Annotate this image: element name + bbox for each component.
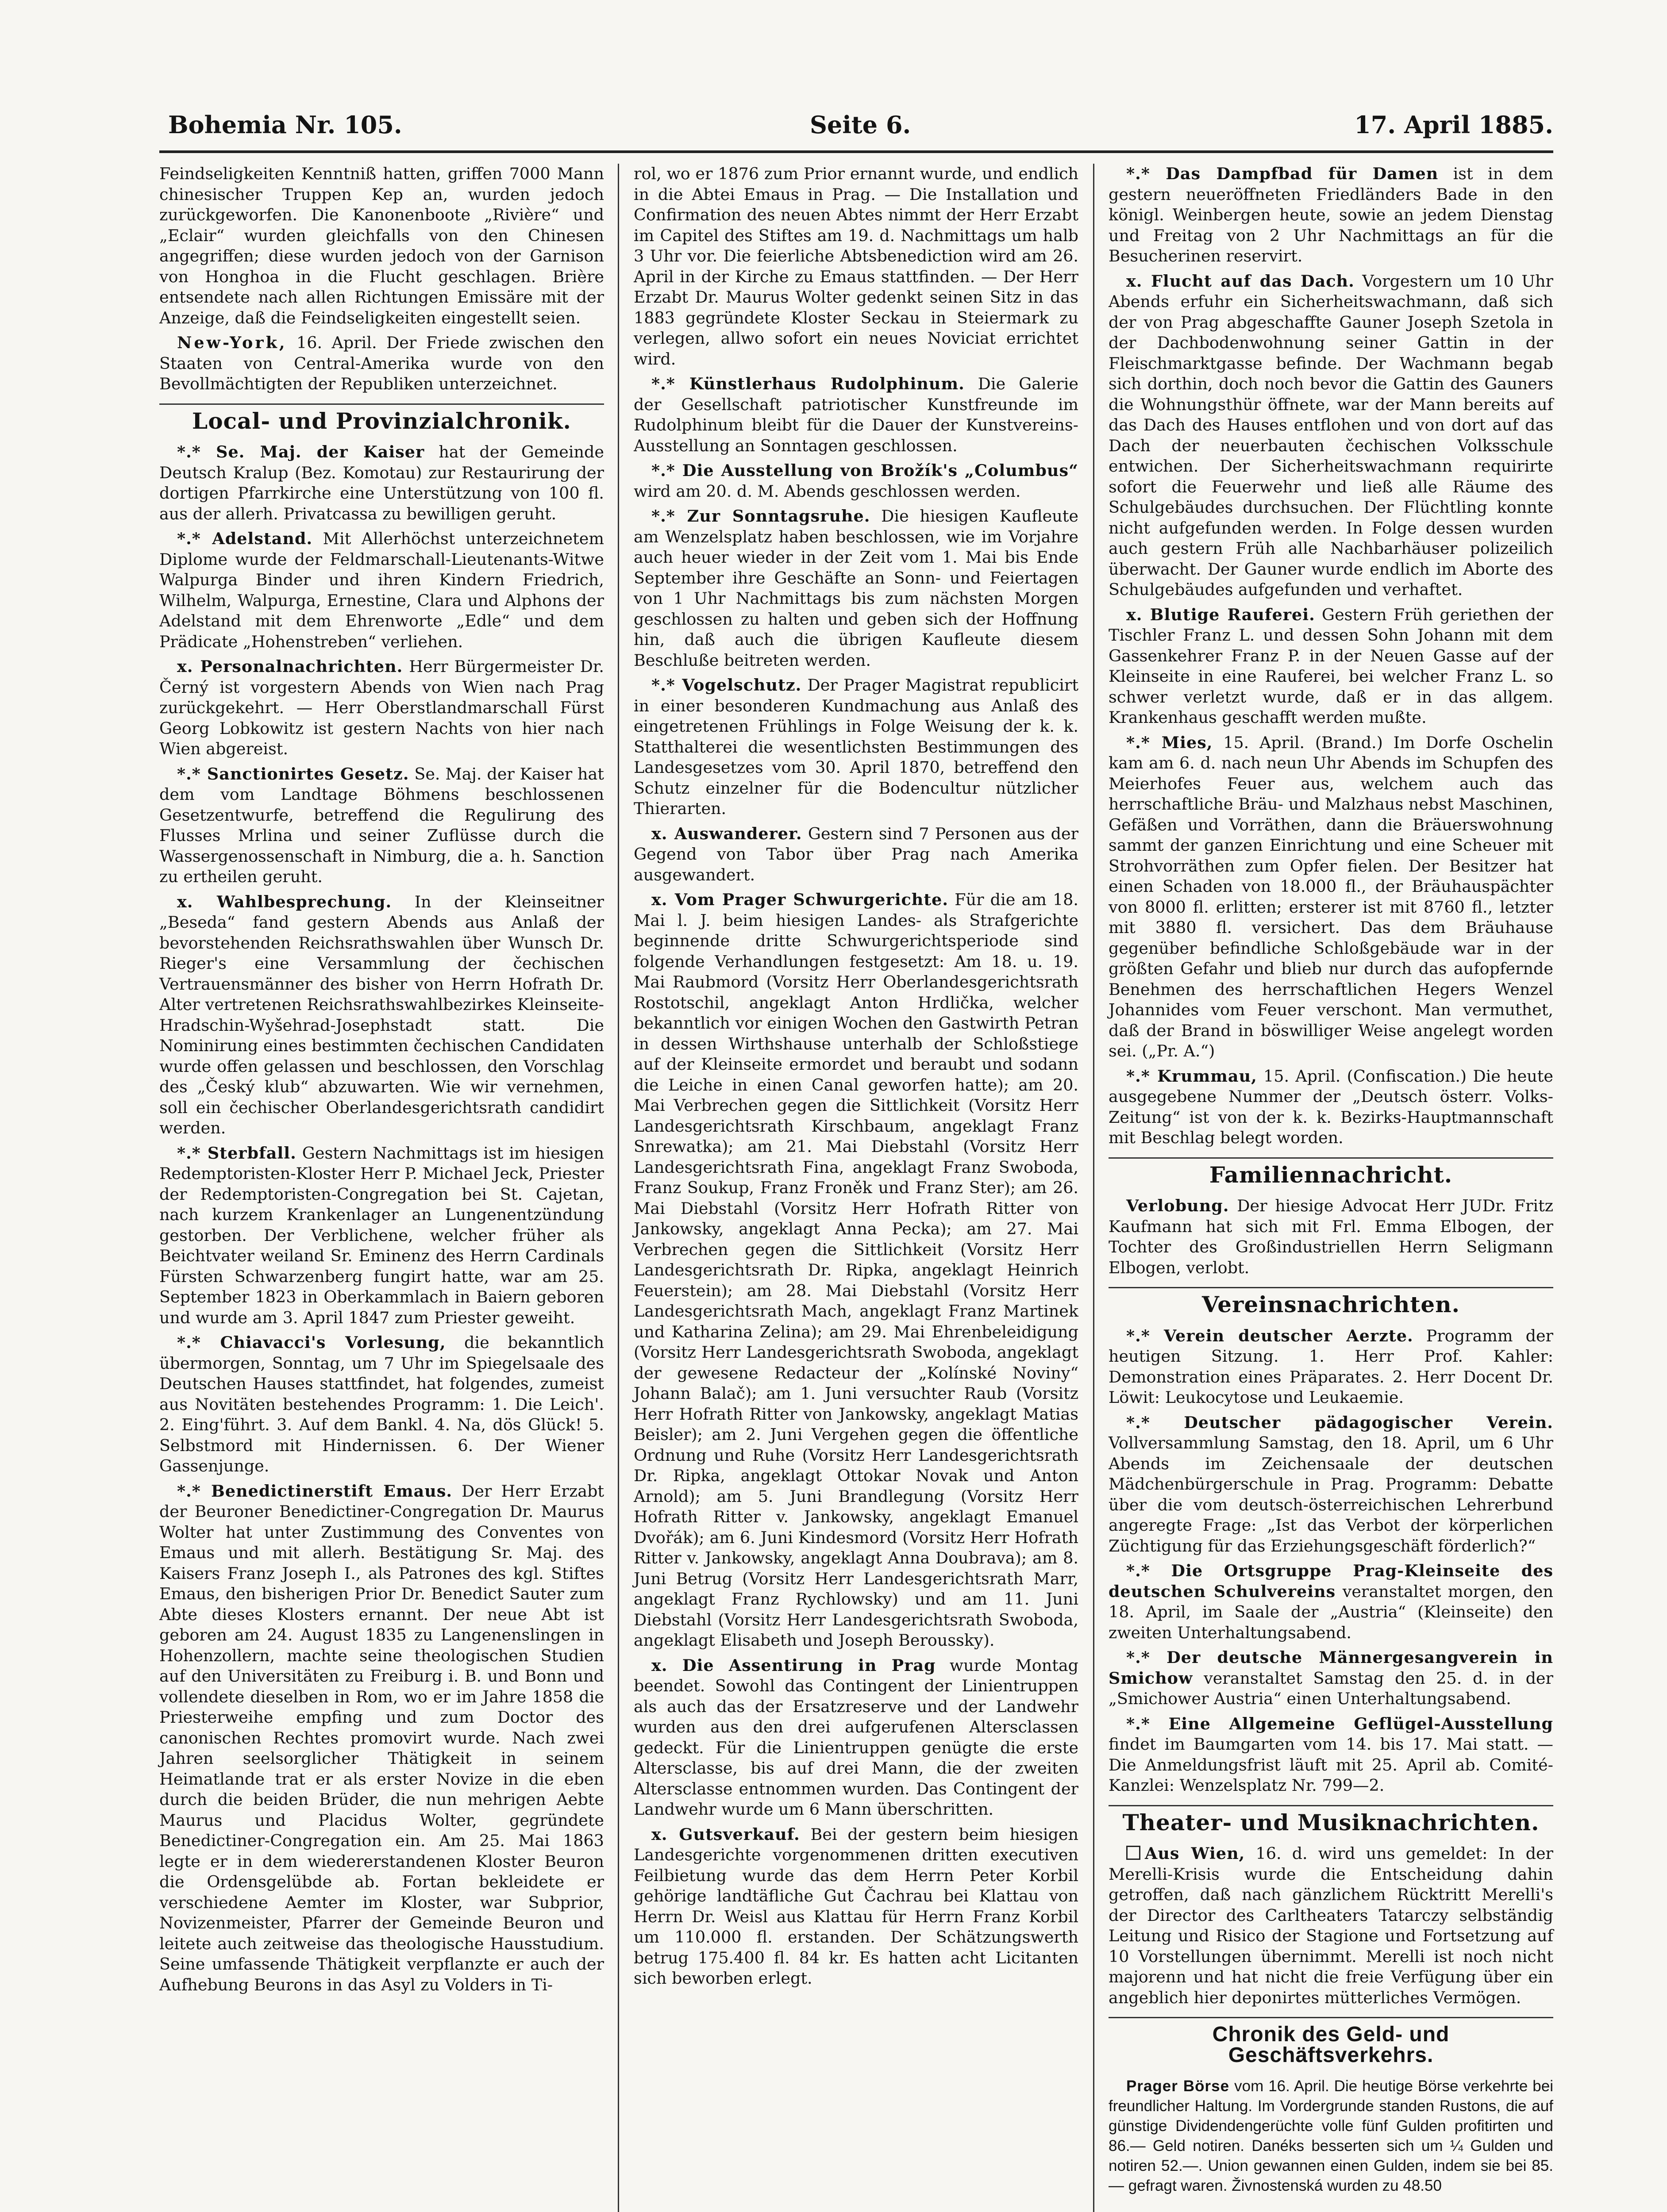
article-text: 15. April. (Brand.) Im Dorfe Oschelin kam am 6. d. nach neun Uhr Abends im Schupfen des Meierhofes Feuer aus, welchem auch das herrschaftliche Bräu- und Malzhaus nebst Maschinen, Gefäßen und Vorräthen, dann die Bräuerswohnung sammt der ganzen Einrichtung und eine Scheuer mit Strohvorräthen zum Opfer fielen. Der Besitzer hat einen Schaden von 18.000 fl., der Bräuhauspächter von 8000 fl. erlitten; ersterer ist mit 8760 fl., letzter mit 3880 fl. versichert. Das dem Bräuhause gegenüber befindliche Schloßgebäude war in der größten Gefahr und blieb nur durch das aufopfernde Benehmen des herrschaftlichen Hegers Wenzel Johannides vom Feuer verschont. Man vermuthet, daß der Brand in böswilliger Weise angelegt worden sei. („Pr. A.“) xyxy=(1109,733,1553,1060)
article-keyword: *.* Sanctionirtes Gesetz. xyxy=(177,764,409,783)
article-paragraph: Feindseligkeiten Kenntniß hatten, griffen 7000 Mann chinesischer Truppen Kep an, wurden jedoch zurückgeworfen. Die Kanonenboote „Rivière“ und „Eclair“ wurden gleichfalls von den Chinesen angegriffen; diese wurden jedoch von der Garnison von Honghoa in die Flucht geschlagen. Brière entsendete nach allen Richtungen Emissäre mit der Anzeige, daß die Feindseligkeiten eingestellt seien. xyxy=(159,164,604,327)
article-text: Gestern sind 7 Personen aus der Gegend von Tabor über Prag nach Amerika ausgewandert. xyxy=(634,824,1078,884)
article-text: Gestern Nachmittags ist im hiesigen Redemptoristen-Kloster Herr P. Michael Jeck, Priester der Redemptoristen-Congregation bei St. Cajetan, nach kurzem Krankenlager an Lungenentzündung gestorben. Der Verblichene, welcher früher als Beichtvater weiland Sr. Eminenz des Herrn Cardinals Fürsten Schwarzenberg fungirt hatte, war am 25. September 1823 in Oberkammlach in Baiern geboren und wurde am 3. April 1847 zum Priester geweiht. xyxy=(159,1143,604,1327)
article-keyword: *.* Künstlerhaus Rudolphinum. xyxy=(651,374,965,393)
article-paragraph xyxy=(159,657,604,760)
article-paragraph xyxy=(634,675,1078,819)
article-keyword: *.* Chiavacci's Vorlesung, xyxy=(177,1333,446,1352)
article-keyword: x. Gutsverkauf. xyxy=(651,1824,800,1844)
article-keyword: x. Blutige Rauferei. xyxy=(1126,605,1315,624)
article-text: Die Galerie der Gesellschaft patriotischer Kunstfreunde im Rudolphinum bleibt für die Dauer der Kunstvereins-Ausstellung an Sonntagen geschlossen. xyxy=(634,374,1079,455)
article-paragraph xyxy=(634,1824,1078,1989)
article-paragraph xyxy=(1109,271,1553,600)
article-keyword: Verlobung. xyxy=(1126,1196,1229,1215)
article-keyword: *.* Die Ortsgruppe Prag-Kleinseite des deutschen Schulvereins xyxy=(1109,1561,1553,1601)
article-keyword: *.* Verein deutscher Aerzte. xyxy=(1126,1326,1413,1345)
column-2 xyxy=(634,164,1078,1993)
article-keyword: x. Die Assentirung in Prag xyxy=(651,1655,936,1675)
article-keyword: *.* Deutscher pädagogischer Verein. xyxy=(1126,1413,1553,1432)
article-keyword: *.* Vogelschutz. xyxy=(651,676,802,695)
article-keyword: *.* Mies, xyxy=(1126,733,1213,752)
article-text: Vollversammlung Samstag, den 18. April, um 6 Uhr Abends im Zeichensaale der deutschen Mädchenbürgerschule in Prag. Programm: Debatte über die vom deutsch-österreichischen Lehrerbund angeregte Frage: „Ist das Verbot der körperlichen Züchtigung für das Erziehungsgeschäft förderlich?“ xyxy=(1109,1433,1553,1555)
article-keyword: *.* Se. Maj. der Kaiser xyxy=(177,442,425,461)
article-text: Gestern Früh geriethen der Tischler Franz L. und dessen Sohn Johann mit dem Gassenkehrer Franz P. in der Neuen Gasse auf der Kleinseite in eine Rauferei, bei welcher Franz L. so schwer verletzt wurde, daß er in das allgem. Krankenhaus geschafft werden mußte. xyxy=(1109,605,1553,727)
page-number: Seite 6. xyxy=(810,111,911,139)
article-keyword: New-York, xyxy=(177,333,287,352)
article-keyword: *.* Der deutsche Männergesangverein in Smichow xyxy=(1109,1648,1553,1688)
article-keyword: *.* Eine Allgemeine Geflügel-Ausstellung xyxy=(1126,1714,1553,1733)
article-paragraph xyxy=(634,824,1078,886)
issue-date: 17. April 1885. xyxy=(1354,111,1553,139)
article-paragraph xyxy=(1109,1714,1553,1796)
article-text: Se. Maj. der Kaiser hat dem vom Landtage Böhmens beschlossenen Gesetzentwurfe, betreffend die Regulirung des Flusses Mrlina und seiner Zuflüsse durch die Wassergenossenschaft in Nimburg, die a. h. Sanction zu ertheilen geruht. xyxy=(159,764,604,886)
article-keyword: *.* Krummau, xyxy=(1126,1066,1257,1086)
masthead xyxy=(159,106,1553,146)
article-paragraph xyxy=(159,529,604,652)
article-paragraph xyxy=(159,1481,604,1996)
article-paragraph xyxy=(1109,733,1553,1062)
article-text: In der Kleinseitner „Beseda“ fand gestern Abends aus Anlaß der bevorstehenden Reichsrathswahlen über Wunsch Dr. Rieger's eine Versammlung der čechischen Vertrauensmänner des bisher von Herrn Hofrath Dr. Alter vertretenen Reichsrathswahlbezirkes Kleinseite-Hradschin-Wyšehrad-Josephstadt statt. Die Nominirung eines bestimmten čechischen Candidaten wurde offen gelassen und beschlossen, den Vorschlag des „Český klub“ abzuwarten. Wie wir vernehmen, soll ein čechischer Oberlandesgerichtsrath candidirt werden. xyxy=(159,892,604,1137)
article-text: Vorgestern um 10 Uhr Abends erfuhr ein Sicherheitswachmann, daß sich der von Prag abgeschaffte Gauner Joseph Szetola in der Dachbodenwohnung seiner Gattin in der Fleischmarktgasse befinde. Der Wachmann begab sich dorthin, doch noch bevor die Gattin des Gauners die Wohnungsthür öffnete, war der Mann bereits auf das Dach des Hauses entflohen und von dort auf das Dach der neuerbauten čechischen Volksschule entwichen. Der Sicherheitswachmann requirirte sofort die Feuerwehr und ließ alle Räume des Schulgebäudes durchsuchen. Der Flüchtling konnte nicht aufgefunden werden. In Folge dessen wurden auch gestern Früh alle Nachbarhäuser polizeilich überwacht. Der Gauner wurde endlich im Aborte des Schulgebäudes aufgefunden und verhaftet. xyxy=(1109,271,1553,599)
article-keyword: *.* Adelstand. xyxy=(177,529,313,548)
article-text: Für die am 18. Mai l. J. beim hiesigen Landes- als Strafgerichte beginnende dritte Schwurgerichtsperiode sind folgende Verhandlungen festgesetzt: Am 18. u. 19. Mai Raubmord (Vorsitz Herr Oberlandesgerichtsrath Rostotschil, angeklagt Anton Hrdlička, welcher bekanntlich vor einigen Wochen den Gastwirth Petran in dessen Wirthshause unterhalb der Schloßstiege auf der Kleinseite ermordet und beraubt und sodann die Leiche in einen Canal geworfen hatte); am 20. Mai Verbrechen gegen die Sittlichkeit (Vorsitz Herr Landesgerichtsrath Kirschbaum, angeklagt Franz Snrewatka); am 21. Mai Diebstahl (Vorsitz Herr Landesgerichtsrath Fina, angeklagt Franz Swoboda, Franz Soukup, Franz Froněk und Franz Ster); am 26. Mai Diebstahl (Vorsitz Herr Hofrath Ritter von Jankowsky, angeklagt Anna Pecka); am 27. Mai Verbrechen gegen die Sittlichkeit (Vorsitz Herr Landesgerichtsrath Dr. Ripka, angeklagt Heinrich Feuerstein); am 28. Mai Diebstahl (Vorsitz Herr Landesgerichtsrath Mach, angeklagt Franz Martinek und Katharina Zelina); am 29. Mai Ehrenbeleidigung (Vorsitz Herr Landesgerichtsrath Swoboda, angeklagt der gewesene Redacteur der „Kolínské Noviny“ Johann Balač); am 1. Juni versuchter Raub (Vorsitz Herr Hofrath Ritter von Jankowsky, angeklagt Matias Beisler); am 2. Juni Vergehen gegen die öffentliche Ordnung und Ruhe (Vorsitz Herr Landesgerichtsrath Dr. Ripka, angeklagt Ottokar Novak und Anton Arnold); am 5. Juni Brandlegung (Vorsitz Herr Hofrath Ritter v. Jankowsky, angeklagt Emanuel Dvořák); am 6. Juni Kindesmord (Vorsitz Herr Hofrath Ritter v. Jankowsky, angeklagt Anna Doubrava); am 8. Juni Betrug (Vorsitz Herr Landesgerichtsrath Marr, angeklagt Franz Rychlowsky) und am 11. Juni Diebstahl (Vorsitz Herr Landesgerichtsrath Swoboda, angeklagt Elisabeth und Joseph Beroussky). xyxy=(634,890,1078,1650)
article-paragraph xyxy=(159,764,604,887)
article-keyword: *.* Benedictinerstift Emaus. xyxy=(177,1481,453,1501)
article-keyword: x. Auswanderer. xyxy=(651,824,802,843)
article-text: Die hiesigen Kaufleute am Wenzelsplatz haben beschlossen, wie im Vorjahre auch heuer wieder in der Zeit vom 1. Mai bis Ende September ihre Geschäfte an Sonn- und Feiertagen von 1 Uhr Nachmittags bis zum nächsten Morgen geschlossen zu halten und geben sich der Hoffnung hin, daß auch die übrigen Kaufleute diesem Beschluße beitreten werden. xyxy=(634,507,1078,670)
article-paragraph xyxy=(1109,1647,1553,1709)
article-text: Der hiesige Advocat Herr JUDr. Fritz Kaufmann hat sich mit Frl. Emma Elbogen, der Tochter des Großindustriellen Herrn Seligmann Elbogen, verlobt. xyxy=(1109,1196,1553,1277)
article-text: Programm der heutigen Sitzung. 1. Herr Prof. Kahler: Demonstration eines Präparates. 2. Herr Docent Dr. Löwit: Leukocytose und Leukaemie. xyxy=(1109,1326,1553,1407)
article-text: Der Prager Magistrat republicirt in einer besonderen Kundmachung aus Anlaß des eingetretenen Frühlings in Folge Weisung der k. k. Statthalterei die wesentlichsten Bestimmungen des Landesgesetzes vom 30. April 1870, betreffend den Schutz einzelner für die Bodencultur nützlicher Thierarten. xyxy=(634,676,1078,818)
section-heading: Familiennachricht. xyxy=(1109,1157,1553,1186)
section-heading: Vereinsnachrichten. xyxy=(1109,1287,1553,1315)
article-paragraph xyxy=(159,333,604,395)
article-text: 15. April. (Confiscation.) Die heute ausgegebene Nummer der „Deutsch österr. Volks-Zeitung“ ist von der k. k. Bezirks-Hauptmannschaft mit Beschlag belegt worden. xyxy=(1109,1066,1553,1147)
article-paragraph xyxy=(159,892,604,1139)
article-keyword: *.* Das Dampfbad für Damen xyxy=(1126,164,1439,183)
article-keyword: x. Vom Prager Schwurgerichte. xyxy=(651,890,949,909)
article-text: Der Herr Erzabt der Beuroner Benedictiner-Congregation Dr. Maurus Wolter hat unter Zustimmung des Conventes von Emaus und mit allerh. Bestätigung Sr. Maj. des Kaisers Franz Joseph I., als Patrones des kgl. Stiftes Emaus, den bisherigen Prior Dr. Benedict Sauter zum Abte dieses Klosters ernannt. Der neue Abt ist geboren am 24. August 1835 zu Langenenslingen in Hohenzollern, machte seine theologischen Studien auf den Universitäten zu Freiburg i. B. und Bonn und vollendete dieselben in Rom, wo er im Jahre 1858 die Priesterweihe empfing und zum Doctor des canonischen Rechtes promovirt wurde. Nach zwei Jahren seelsorglicher Thätigkeit in seinem Heimatlande trat er als erster Novize in die eben durch die beiden Brüder, die nun mehrigen Aebte Maurus und Placidus Wolter, gegründete Benedictiner-Congregation ein. Am 25. Mai 1863 legte er in dem wiedererstandenen Kloster Beuron die Ordensgelübde ab. Fortan bekleidete er verschiedene Aemter im Kloster, war Subprior, Novizenmeister, Pfarrer der Gemeinde Beuron und leitete auch zeitweise das theologische Hausstudium. Seine umfassende Thätigkeit verpflanzte er auch der Aufhebung Beurons in das Asyl zu Volders in Ti- xyxy=(159,1481,604,1994)
article-paragraph xyxy=(159,1143,604,1329)
article-paragraph xyxy=(1109,1561,1553,1643)
article-text: vom 16. April. Die heutige Börse verkehrte bei freundlicher Haltung. Im Vordergrunde standen Rustons, die auf günstige Dividendengerüchte volle fünf Gulden profitirten und 86.— Geld notiren. Danéks besserten sich um ¼ Gulden und notiren 52.—. Union gewannen einen Gulden, indem sie bei 85.— gefragt waren. Živnostenská wurden zu 48.50 xyxy=(1109,2078,1554,2194)
article-paragraph xyxy=(1109,1196,1553,1278)
article-text: ist in dem gestern neueröffneten Friedländers Bade in den königl. Weinbergen heute, sowie an jedem Dienstag und Freitag von 2 Uhr Nachmittags an für die Besucherinen reservirt. xyxy=(1109,164,1553,265)
article-text: Herr Bürgermeister Dr. Černý ist vorgestern Abends von Wien nach Prag zurückgekehrt. — Herr Oberstlandmarschall Fürst Georg Lobkowitz ist gestern Nachts von hier nach Wien abgereist. xyxy=(159,657,604,758)
article-paragraph xyxy=(634,461,1078,502)
paper-issue: Bohemia Nr. 105. xyxy=(168,111,402,139)
article-keyword: Prager Börse xyxy=(1126,2078,1230,2095)
article-keyword: *.* Sterbfall. xyxy=(177,1143,296,1163)
square-bullet-icon xyxy=(1126,1846,1140,1860)
article-paragraph xyxy=(1109,1066,1553,1148)
article-text: die bekanntlich übermorgen, Sonntag, um 7 Uhr im Spiegelsaale des Deutschen Hauses stattfindet, hat folgendes, zumeist aus Novitäten bestehendes Programm: 1. Die Leich'. 2. Eing'führt. 3. Auf dem Bankl. 4. Na, dös Glück! 5. Selbstmord mit Hindernissen. 6. Der Wiener Gassenjunge. xyxy=(159,1333,604,1475)
article-paragraph xyxy=(634,374,1078,456)
article-text: veranstaltet morgen, den 18. April, im Saale der „Austria“ (Kleinseite) den zweiten Unterhaltungsabend. xyxy=(1109,1582,1554,1642)
article-paragraph xyxy=(1109,1413,1553,1557)
article-paragraph xyxy=(159,1333,604,1477)
article-text: Bei der gestern beim hiesigen Landesgerichte vorgenommenen dritten executiven Feilbietung wurde das dem Herrn Peter Korbil gehörige landtäfliche Gut Čachrau bei Klattau von Herrn Dr. Weisl aus Klattau für Herrn Franz Korbil um 110.000 fl. erstanden. Der Schätzungswerth betrug 175.400 fl. 84 kr. Es hatten acht Licitanten sich beworben erlegt. xyxy=(634,1824,1079,1988)
article-keyword: Aus Wien, xyxy=(1145,1844,1245,1863)
article-keyword: x. Wahlbesprechung. xyxy=(177,892,392,911)
article-paragraph xyxy=(159,442,604,524)
article-text: 16. d. wird uns gemeldet: In der Merelli-Krisis wurde die Entscheidung dahin getroffen, daß nach gänzlichem Rücktritt Merelli's der Director des Carltheaters Tatarczy selbständig Leitung und Risico der Stagione und Fortsetzung auf 10 Vorstellungen übernimmt. Merelli ist noch nicht majorenn und hat nicht die freie Verfügung über ein angeblich hier deponirtes mütterliches Vermögen. xyxy=(1109,1844,1553,2007)
column-1 xyxy=(159,164,604,2000)
article-text: 16. April. Der Friede zwischen den Staaten von Central-Amerika wurde von den Bevollmächtigten der Republiken unterzeichnet. xyxy=(159,333,604,393)
article-text: veranstaltet Samstag den 25. d. in der „Smichower Austria“ einen Unterhaltungsabend. xyxy=(1109,1668,1553,1708)
article-keyword: x. Flucht auf das Dach. xyxy=(1126,271,1355,291)
header-rule xyxy=(159,150,1553,153)
article-keyword: x. Personalnachrichten. xyxy=(177,657,403,676)
article-keyword: *.* Zur Sonntagsruhe. xyxy=(651,507,870,526)
section-heading: Local- und Provinzialchronik. xyxy=(159,403,604,432)
section-heading: Chronik des Geld- und Geschäftsverkehrs. xyxy=(1109,2017,1553,2066)
article-paragraph xyxy=(1109,164,1553,267)
column-divider xyxy=(618,164,619,2212)
article-paragraph xyxy=(634,890,1078,1651)
column-3 xyxy=(1109,164,1553,2200)
section-heading: Theater- und Musiknachrichten. xyxy=(1109,1805,1553,1833)
article-text: findet im Baumgarten vom 14. bis 17. Mai statt. — Die Anmeldungsfrist läuft mit 25. April ab. Comité-Kanzlei: Wenzelsplatz Nr. 799—2. xyxy=(1109,1735,1553,1795)
article-text: wurde Montag beendet. Sowohl das Contingent der Linientruppen als auch das der Ersatzreserve und der Landwehr wurden aus den drei aufgerufenen Altersclassen gedeckt. Für die Linientruppen genügte die erste Altersclasse, bis auf drei Mann, die der zweiten Altersclasse entnommen wurden. Das Contingent der Landwehr wurde um 6 Mann überschritten. xyxy=(634,1655,1078,1819)
column-divider xyxy=(1093,164,1094,2212)
article-text: Mit Allerhöchst unterzeichnetem Diplome wurde der Feldmarschall-Lieutenants-Witwe Walpurga Binder und ihren Kindern Friedrich, Wilhelm, Walpurga, Ernestine, Clara und Alphons der Adelstand mit dem Ehrenworte „Edle“ und dem Prädicate „Hohenstreben“ verliehen. xyxy=(159,529,604,651)
article-paragraph: rol, wo er 1876 zum Prior ernannt wurde, und endlich in die Abtei Emaus in Prag. — Die Installation und Confirmation des neuen Abtes nimmt der Herr Erzabt im Capitel des Stiftes am 19. d. Nachmittags um halb 3 Uhr vor. Die feierliche Abtsbenediction wird am 26. April in der Kirche zu Emaus stattfinden. — Der Herr Erzabt Dr. Maurus Wolter gedenkt seinen Sitz in das 1883 gegründete Kloster Seckau in Steiermark zu verlegen, allwo sofort ein neues Noviciat errichtet wird. xyxy=(634,164,1078,369)
article-text: hat der Gemeinde Deutsch Kralup (Bez. Komotau) zur Restaurirung der dortigen Pfarrkirche eine Unterstützung von 100 fl. aus der allerh. Privatcassa zu bewilligen geruht. xyxy=(159,442,604,523)
article-paragraph xyxy=(1109,1326,1553,1408)
article-paragraph xyxy=(1109,2076,1553,2196)
article-keyword: *.* Die Ausstellung von Brožík's „Columbus“ xyxy=(651,461,1078,480)
article-paragraph xyxy=(1109,1843,1553,2008)
article-paragraph xyxy=(1109,605,1553,728)
article-paragraph xyxy=(634,506,1078,671)
article-text: wird am 20. d. M. Abends geschlossen werden. xyxy=(634,481,1021,501)
article-paragraph xyxy=(634,1655,1078,1820)
